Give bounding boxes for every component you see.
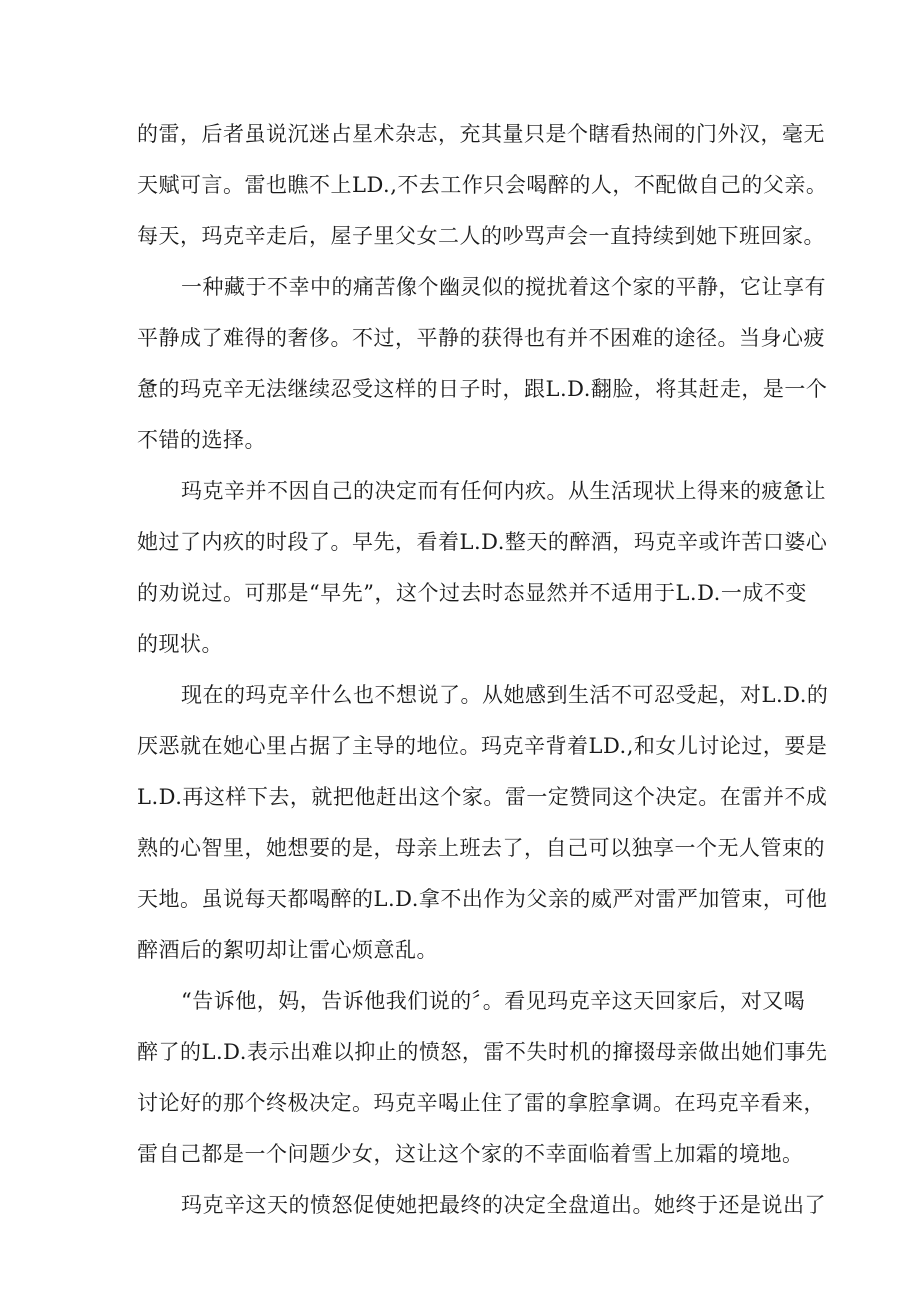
text-line: 厌恶就在她心里占据了主导的地位。玛克辛背着LD.,和女儿讨论过，要是 — [137, 734, 828, 758]
text-line: 现在的玛克辛什么也不想说了。从她感到生活不可忍受起，对L.D.的 — [181, 683, 829, 707]
text-line: 玛克辛并不因自己的决定而有任何内疚。从生活现状上得来的疲惫让 — [181, 479, 826, 503]
paragraph-5 — [137, 976, 828, 1180]
text-line: 不错的选择。 — [137, 428, 266, 452]
text-line: 玛克辛这天的愤怒促使她把最终的决定全盘道出。她终于还是说出了 — [181, 1193, 826, 1217]
text-line: 醉酒后的絮叨却让雷心烦意乱。 — [137, 938, 438, 962]
paragraph-6 — [137, 1180, 826, 1231]
text-line: 一种藏于不幸中的痛苦像个幽灵似的搅扰着这个家的平静，它让享有 — [181, 275, 826, 299]
text-line: “告诉他，妈，告诉他我们说的〞。看见玛克辛这天回家后，对又喝 — [181, 989, 806, 1013]
text-line: 惫的玛克辛无法继续忍受这样的日子时，跟L.D.翻脸，将其赶走，是一个 — [137, 377, 828, 401]
paragraph-3 — [137, 466, 828, 670]
text-line: 每天，玛克辛走后，屋子里父女二人的吵骂声会一直持续到她下班回家。 — [137, 224, 825, 248]
document-body — [137, 109, 829, 1231]
text-line: L.D.再这样下去，就把他赶出这个家。雷一定赞同这个决定。在雷并不成 — [137, 785, 828, 809]
text-line: 的劝说过。可那是“早先”，这个过去时态显然并不适用于L.D.一成不变 — [137, 581, 807, 605]
text-line: 雷自己都是一个问题少女，这让这个家的不幸面临着雪上加霜的境地。 — [137, 1142, 804, 1166]
text-line: 醉了的L.D.表示出难以抑止的愤怒，雷不失时机的撺掇母亲做出她们事先 — [137, 1040, 828, 1064]
text-line: 平静成了难得的奢侈。不过，平静的获得也有并不困难的途径。当身心疲 — [137, 326, 825, 350]
text-line: 的现状。 — [137, 632, 223, 656]
text-line: 讨论好的那个终极决定。玛克辛喝止住了雷的拿腔拿调。在玛克辛看来， — [137, 1091, 825, 1115]
paragraph-4 — [137, 670, 829, 976]
text-line: 熟的心智里，她想要的是，母亲上班去了，自己可以独享一个无人管束的 — [137, 836, 825, 860]
text-line: 天地。虽说每天都喝醉的L.D.拿不出作为父亲的威严对雷严加管束，可他 — [137, 887, 828, 911]
paragraph-2 — [137, 262, 828, 466]
paragraph-1 — [137, 109, 828, 262]
text-line: 天赋可言。雷也瞧不上LD.,不去工作只会喝醉的人，不配做自己的父亲。 — [137, 173, 828, 197]
text-line: 的雷，后者虽说沉迷占星术杂志，充其量只是个瞎看热闹的门外汉，毫无 — [137, 122, 825, 146]
text-line: 她过了内疚的时段了。早先，看着L.D.整天的醉酒，玛克辛或许苦口婆心 — [137, 530, 828, 554]
